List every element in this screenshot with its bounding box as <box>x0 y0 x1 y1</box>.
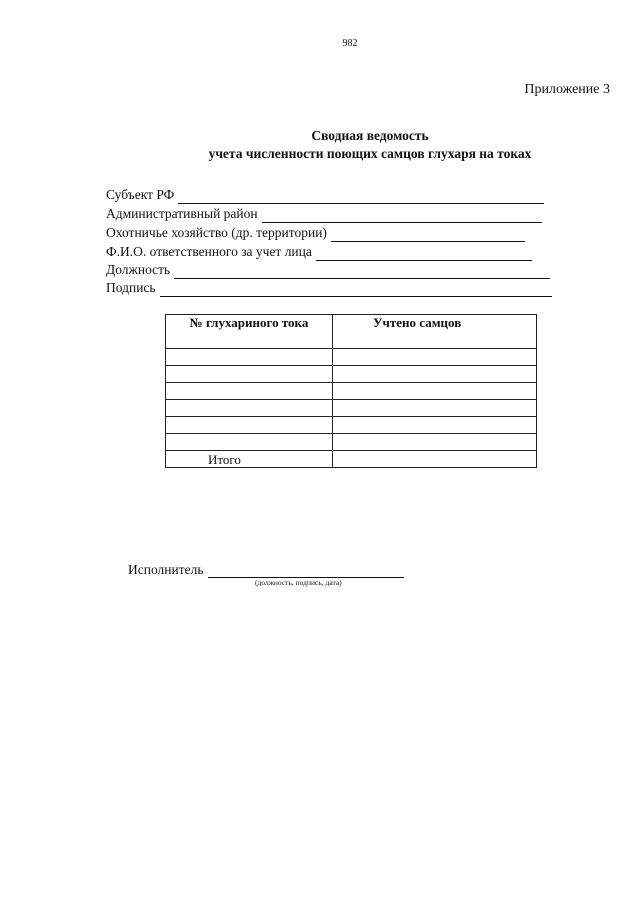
table-row <box>166 417 537 434</box>
field-subject <box>106 186 544 204</box>
field-responsible-line[interactable] <box>316 247 532 261</box>
title-line-2: учета численности поющих самцов глухаря на токах <box>208 146 532 161</box>
table-row <box>166 434 537 451</box>
field-district-label: Административный район <box>106 206 258 221</box>
appendix-label: Приложение 3 <box>524 82 610 97</box>
executor-field <box>128 562 404 578</box>
tally-table <box>165 314 537 468</box>
field-subject-line[interactable] <box>178 190 544 204</box>
field-district-line[interactable] <box>262 209 542 223</box>
header-lek-number: № глухариного тока <box>166 315 333 349</box>
header-males-counted: Учтено самцов <box>333 315 537 349</box>
executor-line[interactable] <box>208 563 404 578</box>
field-hunting-farm-line[interactable] <box>331 228 525 242</box>
table-cell[interactable] <box>166 434 333 451</box>
table-row <box>166 349 537 366</box>
field-responsible-label: Ф.И.О. ответственного за учет лица <box>106 244 312 259</box>
total-value-cell[interactable] <box>333 451 537 468</box>
table-cell[interactable] <box>166 400 333 417</box>
field-responsible <box>106 243 532 261</box>
field-district <box>106 205 542 223</box>
table-cell[interactable] <box>166 366 333 383</box>
table-cell[interactable] <box>166 417 333 434</box>
table-row <box>166 366 537 383</box>
field-signature-line[interactable] <box>160 283 552 297</box>
field-signature-label: Подпись <box>106 280 156 295</box>
table-cell[interactable] <box>166 383 333 400</box>
field-hunting-farm <box>106 224 525 242</box>
field-subject-label: Субъект РФ <box>106 187 175 202</box>
table-row <box>166 383 537 400</box>
table-cell[interactable] <box>333 400 537 417</box>
table-cell[interactable] <box>333 417 537 434</box>
table-cell[interactable] <box>333 434 537 451</box>
executor-hint: (должность, подпись, дата) <box>255 578 342 587</box>
document-title <box>0 127 640 163</box>
table-row <box>166 400 537 417</box>
table-cell[interactable] <box>333 349 537 366</box>
table-total-row <box>166 451 537 468</box>
title-line-1: Сводная ведомость <box>311 128 429 143</box>
field-position <box>106 261 550 279</box>
field-signature <box>106 279 552 297</box>
field-position-label: Должность <box>106 262 171 277</box>
table-cell[interactable] <box>333 383 537 400</box>
table-cell[interactable] <box>333 366 537 383</box>
field-position-line[interactable] <box>174 265 550 279</box>
field-hunting-farm-label: Охотничье хозяйство (др. территории) <box>106 225 327 240</box>
total-label: Итого <box>166 451 333 468</box>
table-cell[interactable] <box>166 349 333 366</box>
table-header-row <box>166 315 537 349</box>
page-number: 982 <box>342 38 358 49</box>
executor-label: Исполнитель <box>128 562 204 577</box>
